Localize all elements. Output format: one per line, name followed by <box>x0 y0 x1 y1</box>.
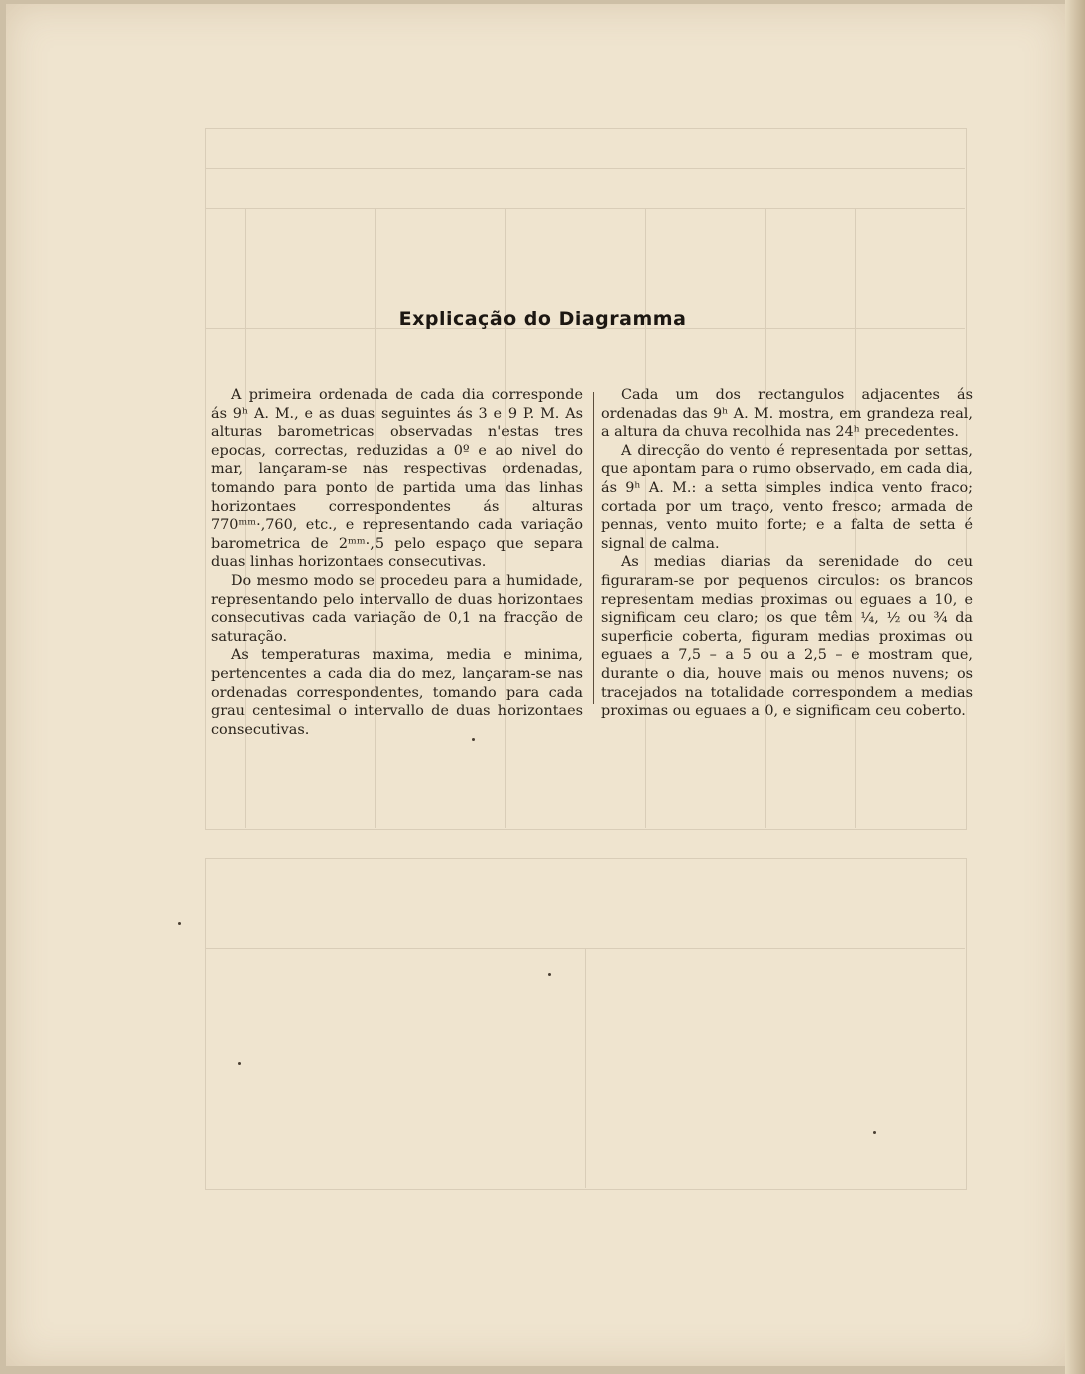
paper-speck <box>548 973 551 976</box>
paragraph-temperature: As temperaturas maxima, media e minima, pertencentes a cada dia do mez, lançaram-se nas ordenadas correspondentes, tomando para cada grau centesimal o intervallo de duas horizontaes consecutivas. <box>211 647 583 738</box>
paper-speck <box>472 738 475 741</box>
left-column <box>211 386 583 739</box>
paragraph-humidity: Do mesmo modo se procedeu para a humidade, representando pelo intervallo de duas horizontaes consecutivas cada variação de 0,1 na fracção de saturação. <box>211 572 583 645</box>
paragraph-sky: As medias diarias da serenidade do ceu figuraram-se por pequenos circulos: os brancos representam medias proximas ou eguaes a 10, e significam ceu claro; os que têm ¼, ½ ou ¾ da superficie coberta, figuram medias proximas ou eguaes a 7,5 – a 5 ou a 2,5 – e mostram que, durante o dia, houve mais ou menos nuvens; os tracejados na totalidade correspondem a medias proximas ou eguaes a 0, e significam ceu coberto. <box>601 554 973 720</box>
paragraph-wind: A direcção do vento é representada por settas, que apontam para o rumo observado, em cada dia, ás 9ʰ A. M.: a setta simples indica vento fraco; cortada por um traço, vento fresco; armada de pennas, vento muito forte; e a falta de setta é signal de calma. <box>601 442 973 552</box>
paper-speck <box>178 922 181 925</box>
paper-speck <box>873 1131 876 1134</box>
column-divider <box>593 392 594 704</box>
page-edge <box>1065 0 1085 1374</box>
document-title: Explicação do Diagramma <box>398 308 687 330</box>
paragraph-barometer: A primeira ordenada de cada dia corresponde ás 9ʰ A. M., e as duas seguintes ás 3 e 9 P. M. As alturas barometricas observadas n'estas tres epocas, correctas, reduzidas a 0º e ao nivel do mar, lançaram-se nas respectivas ordenadas, tomando para ponto de partida uma das linhas horizontaes correspondentes ás alturas 770ᵐᵐ·,760, etc., e representando cada variação barometrica de 2ᵐᵐ·,5 pelo espaço que separa duas linhas horizontaes consecutivas. <box>211 387 583 571</box>
paper-speck <box>238 1062 241 1065</box>
right-column <box>601 386 973 721</box>
paragraph-rain: Cada um dos rectangulos adjacentes ás ordenadas das 9ʰ A. M. mostra, em grandeza real, a altura da chuva recolhida nas 24ʰ precedentes. <box>601 387 973 441</box>
